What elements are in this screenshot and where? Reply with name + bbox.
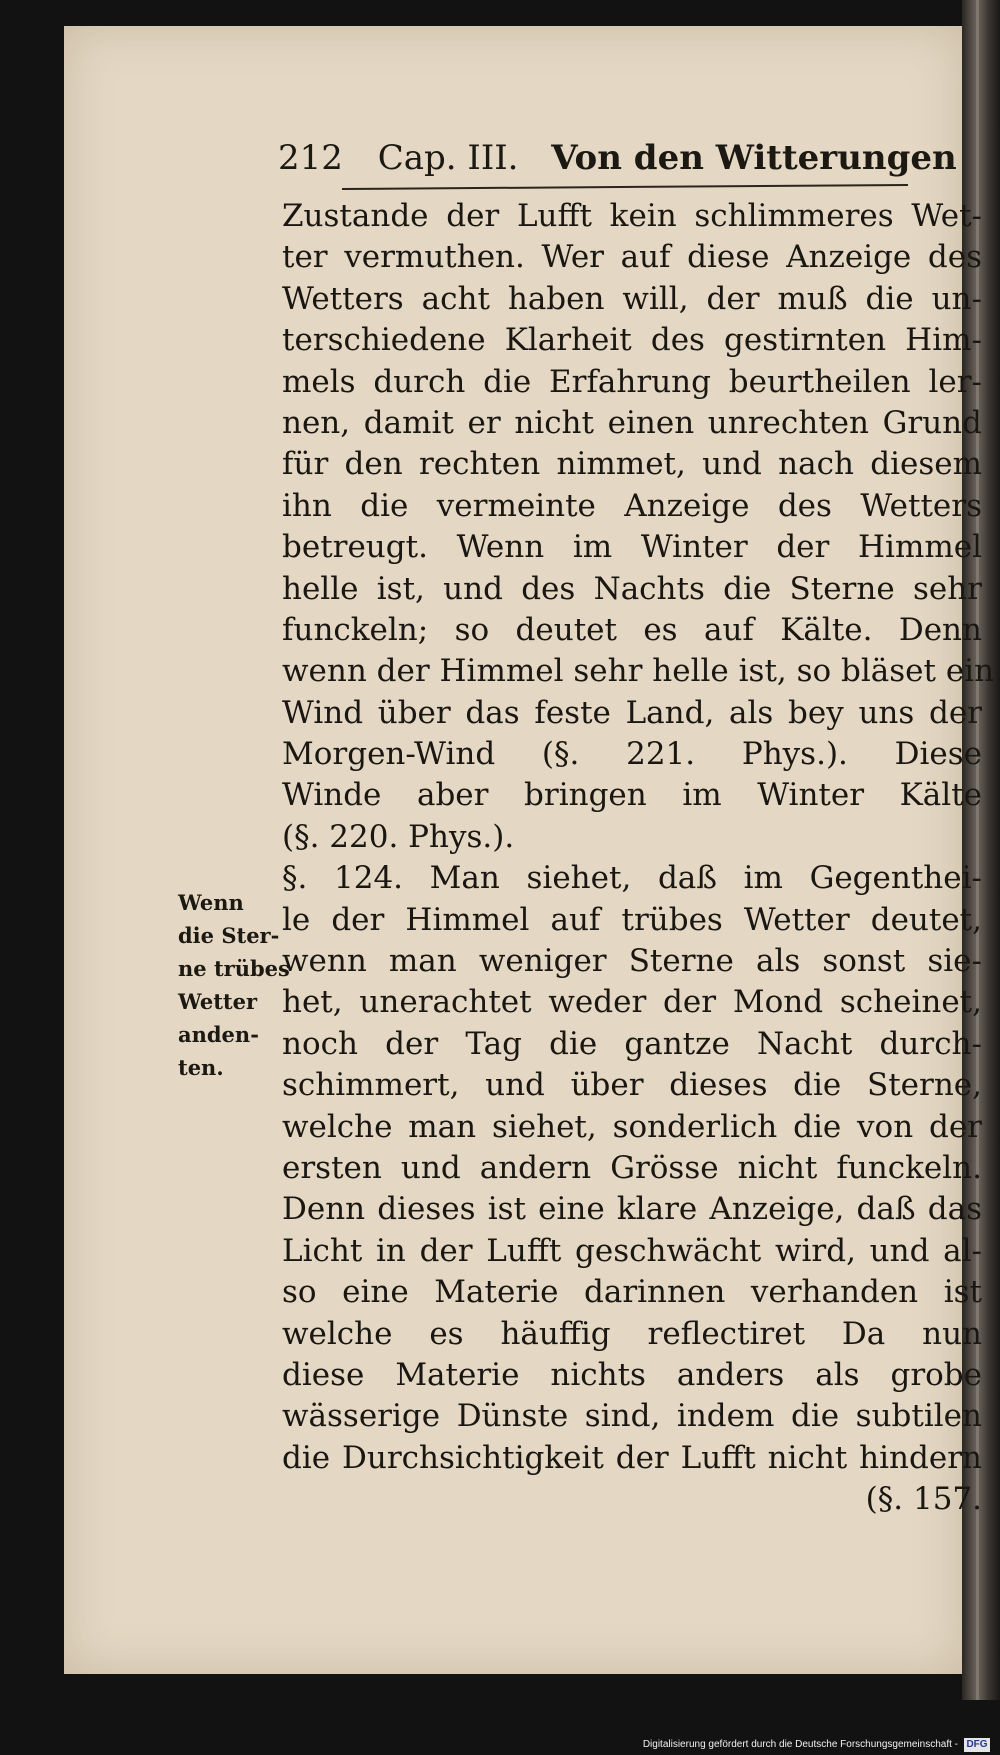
marginal-note-line: ne trübes — [178, 956, 290, 981]
marginal-note-line: Wenn — [178, 890, 244, 915]
text-line: mels durch die Erfahrung beurtheilen ler- — [282, 363, 982, 400]
text-line: wenn der Himmel sehr helle ist, so bläset ein — [282, 653, 995, 690]
page-number: 212 — [278, 138, 343, 178]
text-line: noch der Tag die gantze Nacht durch- — [282, 1025, 982, 1062]
text-line: diese Materie nichts anders als grobe — [282, 1356, 982, 1393]
text-line: Wetters acht haben will, der muß die un- — [282, 280, 982, 317]
text-line: Licht in der Lufft geschwächt wird, und al- — [282, 1232, 982, 1269]
digitization-credit: Digitalisierung gefördert durch die Deutsche Forschungsgemeinschaft - — [642, 1739, 958, 1750]
text-line: (§. 220. Phys.). — [282, 818, 515, 855]
text-line: helle ist, und des Nachts die Sterne sehr — [282, 570, 982, 607]
text-line: für den rechten nimmet, und nach diesem — [282, 446, 982, 483]
text-line: Morgen-Wind (§. 221. Phys.). Diese — [282, 736, 982, 773]
marginal-note — [178, 886, 290, 1084]
text-line: welche man siehet, sonderlich die von der — [282, 1108, 982, 1145]
marginal-note-line: ten. — [178, 1055, 224, 1080]
text-line: Zustande der Lufft kein schlimmeres Wet- — [282, 198, 982, 234]
text-line: le der Himmel auf trübes Wetter deutet, — [282, 901, 982, 938]
text-line: schimmert, und über dieses die Sterne, — [282, 1067, 982, 1104]
text-line: funckeln; so deutet es auf Kälte. Denn — [282, 611, 982, 648]
text-line: terschiedene Klarheit des gestirnten Him- — [282, 322, 982, 359]
text-line: wässerige Dünste sind, indem die subtilen — [282, 1398, 982, 1435]
marginal-note-line: die Ster- — [178, 923, 280, 948]
text-line: welche es häuffig reflectiret Da nun — [282, 1315, 982, 1352]
running-title: Von den Witterungen — [551, 138, 957, 178]
page-header — [278, 138, 957, 188]
text-line: Denn dieses ist eine klare Anzeige, daß das — [282, 1191, 982, 1228]
text-line: ter vermuthen. Wer auf diese Anzeige des — [282, 239, 982, 276]
marginal-note-line: anden- — [178, 1022, 259, 1047]
main-text — [282, 196, 995, 1521]
text-line: Winde aber bringen im Winter Kälte — [282, 777, 982, 814]
text-line: nen, damit er nicht einen unrechten Grund — [282, 404, 982, 441]
text-line: wenn man weniger Sterne als sonst sie- — [282, 943, 982, 980]
text-line: die Durchsichtigkeit der Lufft nicht hindern — [282, 1439, 982, 1476]
text-line: ihn die vermeinte Anzeige des Wetters — [282, 487, 982, 524]
text-line: §. 124. Man siehet, daß im Gegenthei- — [282, 860, 982, 897]
text-line: betreugt. Wenn im Winter der Himmel — [282, 529, 982, 566]
text-line: het, unerachtet weder der Mond scheinet, — [282, 984, 982, 1021]
marginal-note-line: Wetter — [178, 989, 258, 1014]
catchword: (§. 157. — [865, 1481, 982, 1518]
dfg-logo: DFG — [964, 1738, 990, 1752]
text-line: Wind über das feste Land, als bey uns der — [282, 694, 982, 731]
text-line: ersten und andern Grösse nicht funckeln. — [282, 1149, 982, 1186]
text-line: so eine Materie darinnen verhanden ist — [282, 1274, 982, 1311]
chapter-label: Cap. III. — [377, 138, 519, 178]
